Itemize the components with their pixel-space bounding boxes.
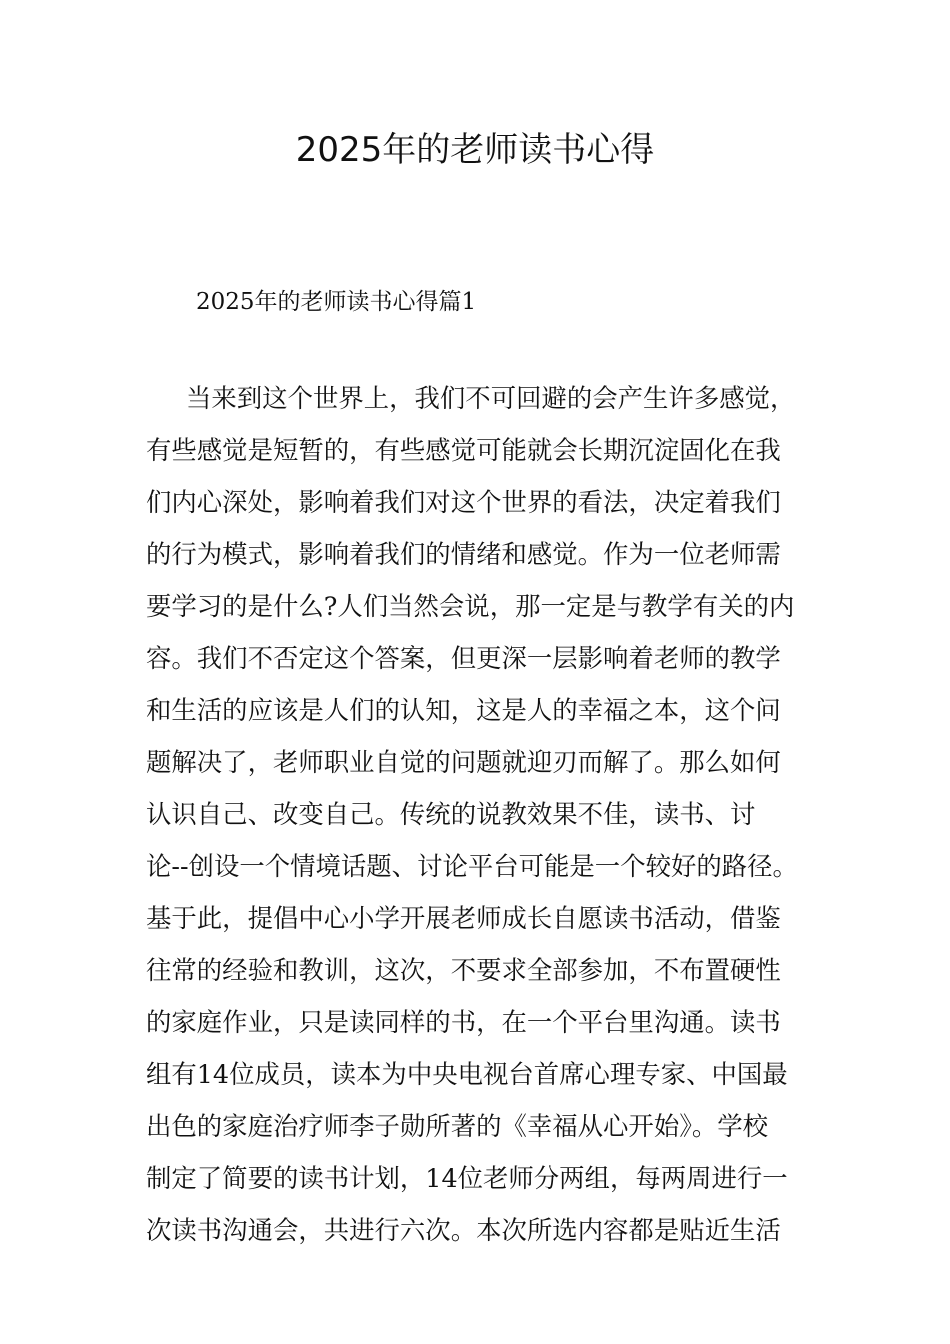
body-line: 往常的经验和教训，这次，不要求全部参加，不布置硬性 [146, 955, 781, 985]
body-line: 容。我们不否定这个答案，但更深一层影响着老师的教学 [146, 643, 781, 673]
body-line: 们内心深处，影响着我们对这个世界的看法，决定着我们 [146, 487, 781, 517]
body-line: 出色的家庭治疗师李子勋所著的《幸福从心开始》。学校 [146, 1111, 769, 1141]
body-line: 的行为模式，影响着我们的情绪和感觉。作为一位老师需 [146, 539, 781, 569]
body-line: 组有14位成员，读本为中央电视台首席心理专家、中国最 [146, 1059, 788, 1089]
section-heading: 2025年的老师读书心得篇1 [196, 289, 477, 315]
body-line: 和生活的应该是人们的认知，这是人的幸福之本，这个问 [146, 695, 781, 725]
body-line: 当来到这个世界上，我们不可回避的会产生许多感觉， [186, 383, 796, 413]
body-line: 论--创设一个情境话题、讨论平台可能是一个较好的路径。 [146, 851, 798, 881]
body-line: 题解决了，老师职业自觉的问题就迎刃而解了。那么如何 [146, 747, 781, 777]
body-line: 的家庭作业，只是读同样的书，在一个平台里沟通。读书 [146, 1007, 781, 1037]
body-line: 认识自己、改变自己。传统的说教效果不佳，读书、讨 [146, 799, 756, 829]
body-line: 基于此，提倡中心小学开展老师成长自愿读书活动，借鉴 [146, 903, 781, 933]
body-line: 制定了简要的读书计划，14位老师分两组，每两周进行一 [146, 1163, 788, 1193]
body-line: 有些感觉是短暂的，有些感觉可能就会长期沉淀固化在我 [146, 435, 781, 465]
document-title: 2025年的老师读书心得 [295, 130, 655, 170]
body-line: 要学习的是什么?人们当然会说，那一定是与教学有关的内 [146, 591, 795, 621]
body-paragraph [146, 372, 818, 1256]
body-line: 次读书沟通会，共进行六次。本次所选内容都是贴近生活 [146, 1215, 781, 1245]
